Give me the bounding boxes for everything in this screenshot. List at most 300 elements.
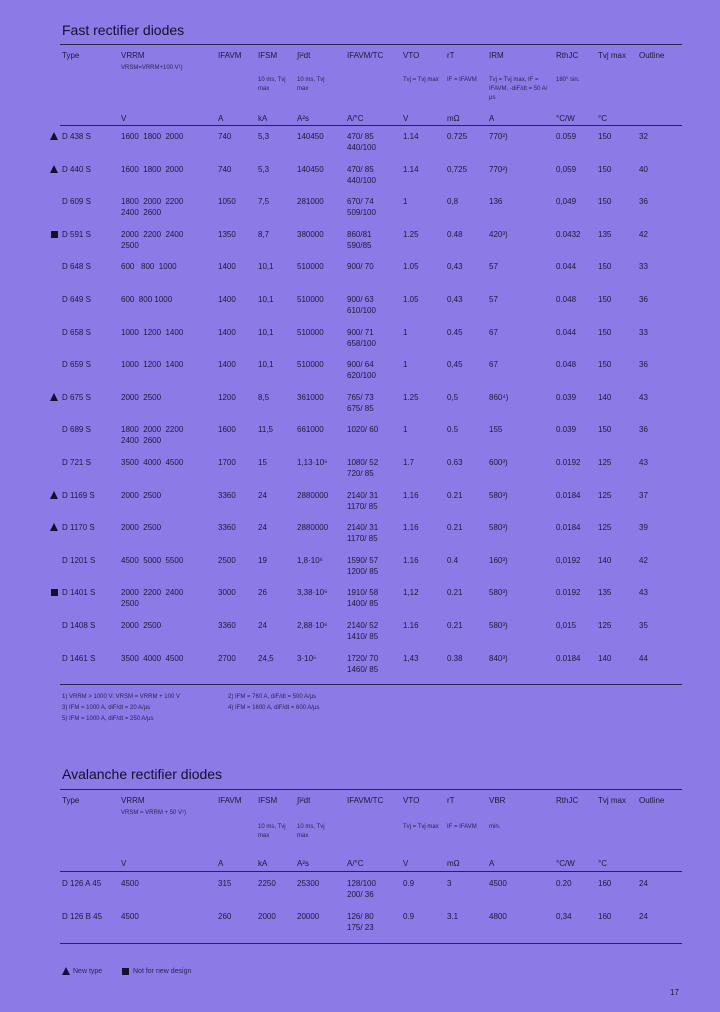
fast-footnote-4: 4) IFM = 1600 A, diF/dt = 600 A/µs bbox=[228, 705, 320, 711]
aval-hdr-ifavm-tc: IFAVM/TC bbox=[347, 796, 384, 805]
row-rthjc: 0.0184 bbox=[556, 523, 581, 532]
aval-hdr-type: Type bbox=[62, 796, 80, 805]
row-i2dt: 2,88·10⁶ bbox=[297, 621, 328, 630]
row-ifavm-tc-2: 509/100 bbox=[347, 208, 376, 217]
row-ifsm: 26 bbox=[258, 588, 267, 597]
row-ifavm-tc-2: 440/100 bbox=[347, 176, 376, 185]
row-ifavm-tc-2: 1170/ 85 bbox=[347, 534, 378, 543]
row-tvjmax: 150 bbox=[598, 132, 612, 141]
row-ifavm-tc: 1910/ 58 bbox=[347, 588, 379, 597]
row-tvjmax: 150 bbox=[598, 360, 612, 369]
row-ifavm: 1400 bbox=[218, 295, 236, 304]
row-irm: 57 bbox=[489, 262, 498, 271]
row-ifavm: 2500 bbox=[218, 556, 236, 565]
row-vto: 0.9 bbox=[403, 912, 415, 921]
aval-unit: A bbox=[489, 859, 495, 868]
row-tvjmax: 160 bbox=[598, 912, 612, 921]
row-ifavm-tc: 900/ 64 bbox=[347, 360, 374, 369]
aval-hdr-vbr-sub: min. bbox=[489, 824, 501, 830]
row-ifavm-tc: 1080/ 52 bbox=[347, 458, 379, 467]
row-type: D 440 S bbox=[62, 165, 91, 174]
new-type-triangle-icon bbox=[62, 967, 70, 975]
row-i2dt: 2880000 bbox=[297, 491, 329, 500]
row-type: D 126 A 45 bbox=[62, 879, 102, 888]
row-vto: 1.05 bbox=[403, 262, 419, 271]
row-outline: 24 bbox=[639, 879, 648, 888]
row-vrrm: 1600 1800 2000 bbox=[121, 132, 184, 141]
row-i2dt: 661000 bbox=[297, 425, 324, 434]
row-vrrm: 4500 bbox=[121, 879, 139, 888]
row-ifavm-tc-2: 620/100 bbox=[347, 371, 376, 380]
row-ifsm: 19 bbox=[258, 556, 267, 565]
row-rt: 0,43 bbox=[447, 295, 463, 304]
row-type: D 1401 S bbox=[62, 588, 96, 597]
row-outline: 43 bbox=[639, 458, 648, 467]
row-i2dt: 361000 bbox=[297, 393, 324, 402]
row-tvjmax: 140 bbox=[598, 556, 612, 565]
fast-hdr-vto-sub: Tvj = Tvj max bbox=[403, 77, 439, 83]
new-type-triangle-icon bbox=[50, 523, 58, 531]
row-type: D 649 S bbox=[62, 295, 91, 304]
row-vto: 1.25 bbox=[403, 393, 419, 402]
row-outline: 36 bbox=[639, 295, 648, 304]
row-vrrm: 2000 2500 bbox=[121, 523, 162, 532]
row-i2dt: 281000 bbox=[297, 197, 324, 206]
row-ifavm: 1050 bbox=[218, 197, 236, 206]
row-ifavm: 740 bbox=[218, 165, 232, 174]
avalanche-section-title: Avalanche rectifier diodes bbox=[62, 766, 223, 782]
aval-hdr-vrrm-sub: VRSM = VRRM + 50 V¹) bbox=[121, 810, 187, 816]
row-i2dt: 3·10⁶ bbox=[297, 654, 317, 663]
row-ifsm: 11,5 bbox=[258, 425, 273, 434]
row-vto: 1.14 bbox=[403, 132, 419, 141]
fast-unit: kA bbox=[258, 114, 268, 123]
row-ifavm: 3360 bbox=[218, 491, 236, 500]
row-vrrm: 2000 2500 bbox=[121, 393, 162, 402]
row-vto: 1 bbox=[403, 425, 408, 434]
aval-hdr-tvjmax: Tvj max bbox=[598, 796, 626, 805]
row-tvjmax: 125 bbox=[598, 458, 612, 467]
row-ifavm-tc: 900/ 70 bbox=[347, 262, 374, 271]
row-rt: 0.5 bbox=[447, 425, 459, 434]
row-outline: 43 bbox=[639, 588, 648, 597]
row-ifavm-tc: 670/ 74 bbox=[347, 197, 374, 206]
fast-hdr-i2dt: ∫i²dt bbox=[297, 51, 311, 60]
legend-new-type: New type bbox=[73, 968, 103, 975]
fast-hdr-irm: IRM bbox=[489, 51, 504, 60]
row-rt: 0,725 bbox=[447, 165, 468, 174]
fast-footnote-1: 1) VRRM > 1000 V: VRSM = VRRM + 100 V bbox=[62, 694, 180, 700]
row-ifavm: 1350 bbox=[218, 230, 236, 239]
row-ifsm: 10,1 bbox=[258, 295, 274, 304]
aval-unit: kA bbox=[258, 859, 268, 868]
aval-hdr-rthjc: RthJC bbox=[556, 796, 579, 805]
row-ifavm-tc: 860/81 bbox=[347, 230, 372, 239]
row-i2dt: 140450 bbox=[297, 132, 324, 141]
row-tvjmax: 140 bbox=[598, 654, 612, 663]
row-vto: 1.16 bbox=[403, 491, 419, 500]
row-ifavm: 1400 bbox=[218, 262, 236, 271]
row-tvjmax: 150 bbox=[598, 197, 612, 206]
not-for-new-design-square-icon bbox=[122, 968, 129, 975]
row-ifavm: 315 bbox=[218, 879, 232, 888]
row-vto: 0.9 bbox=[403, 879, 415, 888]
not-for-new-design-square-icon bbox=[51, 589, 58, 596]
row-ifavm: 2700 bbox=[218, 654, 236, 663]
row-rt: 0.48 bbox=[447, 230, 463, 239]
row-ifavm: 1600 bbox=[218, 425, 236, 434]
row-irm: 840³) bbox=[489, 654, 508, 663]
row-outline: 33 bbox=[639, 262, 648, 271]
row-type: D 1170 S bbox=[62, 523, 95, 532]
row-i2dt: 380000 bbox=[297, 230, 324, 239]
row-type: D 648 S bbox=[62, 262, 91, 271]
new-type-triangle-icon bbox=[50, 132, 58, 140]
row-vrrm: 3500 4000 4500 bbox=[121, 458, 184, 467]
row-ifavm-tc: 1720/ 70 bbox=[347, 654, 379, 663]
fast-unit: A bbox=[218, 114, 224, 123]
row-vrrm-2: 2500 bbox=[121, 241, 139, 250]
row-ifavm-tc: 1590/ 57 bbox=[347, 556, 379, 565]
row-outline: 24 bbox=[639, 912, 648, 921]
aval-unit: A²s bbox=[297, 859, 309, 868]
fast-hdr-tvjmax: Tvj max bbox=[598, 51, 626, 60]
aval-hdr-outline: Outline bbox=[639, 796, 665, 805]
row-ifsm: 24 bbox=[258, 491, 267, 500]
fast-header-rule bbox=[60, 125, 682, 126]
row-ifavm: 740 bbox=[218, 132, 232, 141]
fast-section-title: Fast rectifier diodes bbox=[62, 22, 185, 38]
row-vrrm: 4500 5000 5500 bbox=[121, 556, 184, 565]
row-rthjc: 0.044 bbox=[556, 262, 577, 271]
row-ifavm: 3360 bbox=[218, 621, 236, 630]
row-irm: 860⁴) bbox=[489, 393, 509, 402]
row-irm: 67 bbox=[489, 360, 498, 369]
row-ifavm-tc: 470/ 85 bbox=[347, 132, 374, 141]
row-irm: 67 bbox=[489, 328, 498, 337]
row-vto: 1 bbox=[403, 197, 408, 206]
row-vto: 1.7 bbox=[403, 458, 415, 467]
row-tvjmax: 135 bbox=[598, 230, 612, 239]
row-ifavm: 260 bbox=[218, 912, 232, 921]
row-outline: 43 bbox=[639, 393, 648, 402]
row-ifavm: 1700 bbox=[218, 458, 236, 467]
fast-hdr-rthjc: RthJC bbox=[556, 51, 579, 60]
row-tvjmax: 150 bbox=[598, 262, 612, 271]
row-vrrm: 1000 1200 1400 bbox=[121, 328, 184, 337]
row-vto: 1,12 bbox=[403, 588, 419, 597]
legend-not-for-new-design: Not for new design bbox=[133, 968, 192, 975]
row-type: D 658 S bbox=[62, 328, 91, 337]
row-outline: 35 bbox=[639, 621, 648, 630]
row-irm: 57 bbox=[489, 295, 498, 304]
row-ifavm-tc: 470/ 85 bbox=[347, 165, 374, 174]
row-ifsm: 5,3 bbox=[258, 165, 270, 174]
row-ifavm-tc: 128/100 bbox=[347, 879, 376, 888]
row-vrrm: 1000 1200 1400 bbox=[121, 360, 184, 369]
not-for-new-design-square-icon bbox=[51, 231, 58, 238]
row-rt: 0.38 bbox=[447, 654, 463, 663]
row-rthjc: 0.0432 bbox=[556, 230, 581, 239]
row-vrrm-2: 2400 2600 bbox=[121, 208, 162, 217]
aval-unit: V bbox=[121, 859, 127, 868]
aval-bottom-rule bbox=[60, 943, 682, 944]
row-vrrm-2: 2400 2600 bbox=[121, 436, 162, 445]
row-i2dt: 1,8·10⁶ bbox=[297, 556, 323, 565]
row-rt: 0,8 bbox=[447, 197, 459, 206]
row-ifsm: 10,1 bbox=[258, 360, 274, 369]
row-rthjc: 0.048 bbox=[556, 360, 577, 369]
row-vto: 1,43 bbox=[403, 654, 419, 663]
fast-footnote-3: 3) IFM = 1000 A, diF/dt = 20 A/µs bbox=[62, 705, 151, 711]
row-outline: 39 bbox=[639, 523, 648, 532]
row-ifavm-tc-2: 1170/ 85 bbox=[347, 502, 378, 511]
row-vto: 1.05 bbox=[403, 295, 419, 304]
row-rt: 0.63 bbox=[447, 458, 463, 467]
fast-hdr-ifavm-tc: IFAVM/TC bbox=[347, 51, 384, 60]
page-number: 17 bbox=[670, 988, 679, 997]
row-tvjmax: 160 bbox=[598, 879, 612, 888]
row-irm: 136 bbox=[489, 197, 503, 206]
aval-hdr-vto-sub: Tvj = Tvj max bbox=[403, 824, 439, 830]
row-irm: 580³) bbox=[489, 523, 508, 532]
row-irm: 155 bbox=[489, 425, 503, 434]
row-rt: 0,5 bbox=[447, 393, 459, 402]
row-ifavm-tc: 2140/ 31 bbox=[347, 491, 379, 500]
row-type: D 1461 S bbox=[62, 654, 96, 663]
aval-header-rule bbox=[60, 871, 682, 872]
row-rthjc: 0,015 bbox=[556, 621, 577, 630]
fast-hdr-vrrm: VRRM bbox=[121, 51, 145, 60]
row-rt: 0.21 bbox=[447, 588, 463, 597]
row-rthjc: 0,34 bbox=[556, 912, 572, 921]
row-rt: 0.21 bbox=[447, 621, 463, 630]
row-tvjmax: 140 bbox=[598, 393, 612, 402]
row-outline: 33 bbox=[639, 328, 648, 337]
row-tvjmax: 125 bbox=[598, 523, 612, 532]
row-type: D 689 S bbox=[62, 425, 91, 434]
row-ifsm: 2000 bbox=[258, 912, 276, 921]
row-vto: 1.16 bbox=[403, 523, 419, 532]
fast-bottom-rule bbox=[60, 684, 682, 685]
row-irm: 600³) bbox=[489, 458, 508, 467]
row-outline: 36 bbox=[639, 360, 648, 369]
fast-unit: A bbox=[489, 114, 495, 123]
row-ifavm: 3360 bbox=[218, 523, 236, 532]
fast-unit: A²s bbox=[297, 114, 309, 123]
new-type-triangle-icon bbox=[50, 491, 58, 499]
fast-hdr-vrrm-sub: VRSM=VRRM+100 V¹) bbox=[121, 65, 183, 71]
row-ifsm: 5,3 bbox=[258, 132, 270, 141]
row-rthjc: 0.0192 bbox=[556, 588, 581, 597]
row-rthjc: 0.20 bbox=[556, 879, 572, 888]
row-type: D 1408 S bbox=[62, 621, 96, 630]
row-vrrm: 4500 bbox=[121, 912, 139, 921]
row-type: D 609 S bbox=[62, 197, 91, 206]
row-vto: 1 bbox=[403, 360, 408, 369]
new-type-triangle-icon bbox=[50, 165, 58, 173]
row-type: D 721 S bbox=[62, 458, 91, 467]
row-ifavm: 1200 bbox=[218, 393, 236, 402]
row-rthjc: 0.039 bbox=[556, 393, 577, 402]
row-rt: 3 bbox=[447, 879, 452, 888]
row-ifavm-tc-2: 1460/ 85 bbox=[347, 665, 379, 674]
row-type: D 126 B 45 bbox=[62, 912, 103, 921]
row-outline: 36 bbox=[639, 197, 648, 206]
fast-unit: °C/W bbox=[556, 114, 575, 123]
fast-hdr-outline: Outline bbox=[639, 51, 665, 60]
row-rthjc: 0.048 bbox=[556, 295, 577, 304]
row-rt: 0.4 bbox=[447, 556, 459, 565]
fast-unit: °C bbox=[598, 114, 607, 123]
row-rthjc: 0.0184 bbox=[556, 491, 581, 500]
row-ifsm: 24,5 bbox=[258, 654, 274, 663]
fast-unit: V bbox=[121, 114, 127, 123]
row-i2dt: 510000 bbox=[297, 328, 324, 337]
row-rt: 0.21 bbox=[447, 523, 463, 532]
row-outline: 42 bbox=[639, 230, 648, 239]
row-ifavm: 3000 bbox=[218, 588, 236, 597]
row-type: D 659 S bbox=[62, 360, 91, 369]
row-rt: 0,43 bbox=[447, 262, 463, 271]
row-tvjmax: 150 bbox=[598, 165, 612, 174]
row-rthjc: 0,049 bbox=[556, 197, 577, 206]
aval-hdr-ifavm: IFAVM bbox=[218, 796, 242, 805]
new-type-triangle-icon bbox=[50, 393, 58, 401]
row-ifavm-tc-2: 1400/ 85 bbox=[347, 599, 379, 608]
row-vrrm: 1800 2000 2200 bbox=[121, 425, 184, 434]
fast-hdr-irm-sub: Tvj = Tvj max, IF = IFAVM, -diF/dt = 50 A/µs bbox=[489, 77, 548, 101]
row-tvjmax: 150 bbox=[598, 295, 612, 304]
row-irm: 580³) bbox=[489, 491, 508, 500]
row-outline: 42 bbox=[639, 556, 648, 565]
row-ifsm: 2250 bbox=[258, 879, 276, 888]
row-ifsm: 15 bbox=[258, 458, 267, 467]
fast-hdr-vto: VTO bbox=[403, 51, 420, 60]
row-tvjmax: 150 bbox=[598, 425, 612, 434]
aval-unit: A bbox=[218, 859, 224, 868]
row-i2dt: 2880000 bbox=[297, 523, 329, 532]
fast-hdr-rt: rT bbox=[447, 51, 455, 60]
row-i2dt: 510000 bbox=[297, 295, 324, 304]
aval-hdr-vrrm: VRRM bbox=[121, 796, 145, 805]
row-outline: 44 bbox=[639, 654, 648, 663]
row-vrrm: 3500 4000 4500 bbox=[121, 654, 184, 663]
aval-hdr-ifsm: IFSM bbox=[258, 796, 278, 805]
row-vrrm: 2000 2500 bbox=[121, 621, 162, 630]
row-vto: 1.25 bbox=[403, 230, 419, 239]
row-rt: 0.725 bbox=[447, 132, 468, 141]
row-rt: 0,45 bbox=[447, 360, 463, 369]
row-outline: 32 bbox=[639, 132, 648, 141]
aval-unit: A/°C bbox=[347, 859, 364, 868]
row-irm: 580³) bbox=[489, 621, 508, 630]
row-vto: 1.16 bbox=[403, 621, 419, 630]
row-type: D 1169 S bbox=[62, 491, 95, 500]
row-outline: 40 bbox=[639, 165, 648, 174]
fast-hdr-rthjc-sub: 180° sin. bbox=[556, 77, 580, 83]
row-ifavm-tc-2: 1200/ 85 bbox=[347, 567, 379, 576]
fast-hdr-ifsm: IFSM bbox=[258, 51, 278, 60]
row-ifavm-tc-2: 1410/ 85 bbox=[347, 632, 379, 641]
row-ifsm: 10,1 bbox=[258, 262, 274, 271]
row-ifavm-tc: 765/ 73 bbox=[347, 393, 374, 402]
row-vbr: 4800 bbox=[489, 912, 507, 921]
fast-unit: mΩ bbox=[447, 114, 460, 123]
row-rthjc: 0.044 bbox=[556, 328, 577, 337]
fast-top-rule bbox=[60, 44, 682, 45]
row-ifavm-tc: 2140/ 52 bbox=[347, 621, 379, 630]
row-vrrm: 2000 2200 2400 bbox=[121, 230, 184, 239]
aval-hdr-vto: VTO bbox=[403, 796, 420, 805]
aval-hdr-vbr: VBR bbox=[489, 796, 506, 805]
row-rthjc: 0.059 bbox=[556, 132, 577, 141]
row-irm: 770²) bbox=[489, 132, 508, 141]
row-ifavm-tc-2: 675/ 85 bbox=[347, 404, 374, 413]
fast-hdr-ifsm-sub: 10 ms, Tvj max bbox=[258, 77, 286, 92]
row-tvjmax: 150 bbox=[598, 328, 612, 337]
row-tvjmax: 135 bbox=[598, 588, 612, 597]
row-irm: 160³) bbox=[489, 556, 508, 565]
fast-hdr-rt-sub: IF = IFAVM bbox=[447, 77, 477, 83]
row-i2dt: 510000 bbox=[297, 360, 324, 369]
row-ifavm-tc: 900/ 63 bbox=[347, 295, 374, 304]
row-rthjc: 0,059 bbox=[556, 165, 577, 174]
row-type: D 438 S bbox=[62, 132, 91, 141]
fast-footnote-5: 5) IFM = 1000 A, diF/dt = 250 A/µs bbox=[62, 716, 154, 722]
row-ifavm-tc-2: 440/100 bbox=[347, 143, 376, 152]
row-ifavm-tc: 1020/ 60 bbox=[347, 425, 379, 434]
row-i2dt: 140450 bbox=[297, 165, 324, 174]
row-i2dt: 1,13·10⁶ bbox=[297, 458, 328, 467]
fast-unit: V bbox=[403, 114, 409, 123]
row-i2dt: 510000 bbox=[297, 262, 324, 271]
row-irm: 770²) bbox=[489, 165, 508, 174]
row-vrrm: 2000 2200 2400 bbox=[121, 588, 184, 597]
row-vbr: 4500 bbox=[489, 879, 507, 888]
row-ifavm-tc: 900/ 71 bbox=[347, 328, 374, 337]
row-rt: 0.45 bbox=[447, 328, 463, 337]
row-i2dt: 25300 bbox=[297, 879, 320, 888]
row-rthjc: 0.039 bbox=[556, 425, 577, 434]
aval-unit: °C bbox=[598, 859, 607, 868]
row-outline: 36 bbox=[639, 425, 648, 434]
row-vto: 1.16 bbox=[403, 556, 419, 565]
aval-hdr-rt-sub: IF = IFAVM bbox=[447, 824, 477, 830]
row-rthjc: 0.0192 bbox=[556, 458, 581, 467]
fast-footnote-2: 2) IFM = 760 A, diF/dt = 500 A/µs bbox=[228, 694, 317, 700]
aval-hdr-i2dt: ∫i²dt bbox=[297, 796, 311, 805]
row-ifavm: 1400 bbox=[218, 328, 236, 337]
aval-unit: °C/W bbox=[556, 859, 575, 868]
row-irm: 420³) bbox=[489, 230, 508, 239]
row-vrrm: 2000 2500 bbox=[121, 491, 162, 500]
fast-unit: A/°C bbox=[347, 114, 364, 123]
aval-hdr-rt: rT bbox=[447, 796, 455, 805]
row-ifavm-tc: 2140/ 31 bbox=[347, 523, 379, 532]
row-ifsm: 7,5 bbox=[258, 197, 270, 206]
row-tvjmax: 125 bbox=[598, 491, 612, 500]
row-ifavm-tc-2: 200/ 36 bbox=[347, 890, 374, 899]
row-ifavm-tc-2: 720/ 85 bbox=[347, 469, 374, 478]
row-tvjmax: 125 bbox=[598, 621, 612, 630]
row-rthjc: 0.0184 bbox=[556, 654, 581, 663]
row-i2dt: 20000 bbox=[297, 912, 320, 921]
row-vrrm: 1600 1800 2000 bbox=[121, 165, 184, 174]
row-type: D 675 S bbox=[62, 393, 91, 402]
fast-hdr-ifavm: IFAVM bbox=[218, 51, 242, 60]
row-vrrm: 1800 2000 2200 bbox=[121, 197, 184, 206]
